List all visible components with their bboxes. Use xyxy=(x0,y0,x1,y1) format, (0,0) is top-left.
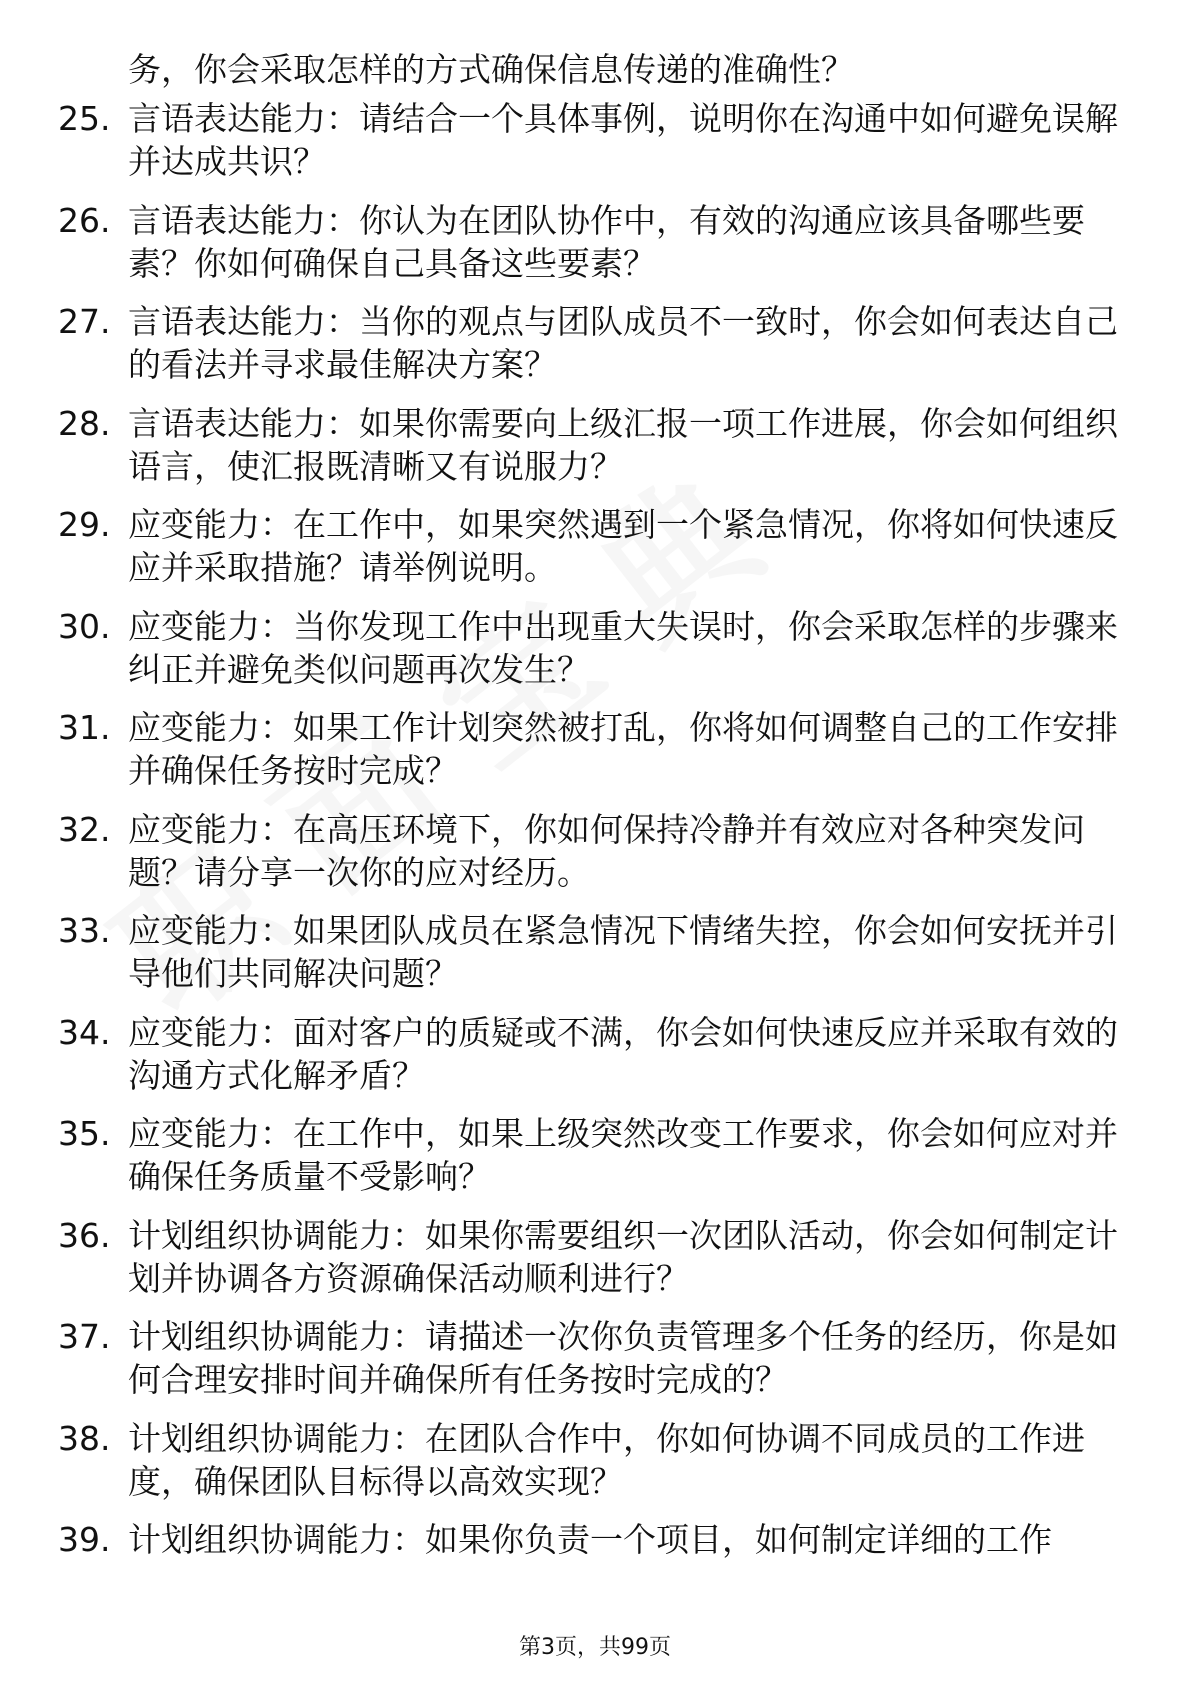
list-item xyxy=(58,300,1118,386)
item-number: 29. xyxy=(58,505,111,544)
list-item xyxy=(58,1112,1118,1198)
item-text: 应变能力：当你发现工作中出现重大失误时，你会采取怎样的步骤来纠正并避免类似问题再次发生？ xyxy=(128,606,1118,689)
item-text: 应变能力：面对客户的质疑或不满，你会如何快速反应并采取有效的沟通方式化解矛盾？ xyxy=(128,1012,1118,1095)
item-text: 言语表达能力：请结合一个具体事例，说明你在沟通中如何避免误解并达成共识？ xyxy=(128,99,1118,181)
list-item xyxy=(58,1518,1118,1561)
item-number: 28. xyxy=(58,403,111,443)
list-item xyxy=(58,199,1118,285)
list-item xyxy=(58,706,1118,792)
item-number: 27. xyxy=(58,302,111,341)
list-item xyxy=(58,1315,1118,1401)
list-item xyxy=(58,1011,1118,1097)
list-item xyxy=(58,402,1118,488)
item-text: 应变能力：在工作中，如果上级突然改变工作要求，你会如何应对并确保任务质量不受影响？ xyxy=(128,1114,1118,1196)
list-item xyxy=(58,503,1118,589)
item-text: 计划组织协调能力：请描述一次你负责管理多个任务的经历，你是如何合理安排时间并确保所有任务按时完成的？ xyxy=(128,1317,1118,1399)
item-number: 33. xyxy=(58,911,111,950)
item-text: 应变能力：如果工作计划突然被打乱，你将如何调整自己的工作安排并确保任务按时完成？ xyxy=(128,708,1118,790)
page-footer xyxy=(0,1634,1190,1662)
item-number: 36. xyxy=(58,1215,111,1255)
item-number: 39. xyxy=(58,1520,111,1559)
item-text: 言语表达能力：当你的观点与团队成员不一致时，你会如何表达自己的看法并寻求最佳解决方案？ xyxy=(128,302,1118,384)
list-item xyxy=(58,808,1118,894)
item-text: 应变能力：如果团队成员在紧急情况下情绪失控，你会如何安抚并引导他们共同解决问题？ xyxy=(128,911,1118,993)
item-text: 应变能力：在高压环境下，你如何保持冷静并有效应对各种突发问题？请分享一次你的应对经历。 xyxy=(128,809,1085,892)
item-number: 38. xyxy=(58,1418,111,1458)
item-text: 言语表达能力：你认为在团队协作中，有效的沟通应该具备哪些要素？你如何确保自己具备这些要素？ xyxy=(128,200,1085,283)
item-number: 31. xyxy=(58,708,111,747)
item-number: 25. xyxy=(58,99,111,138)
item-text: 言语表达能力：如果你需要向上级汇报一项工作进展，你会如何组织语言，使汇报既清晰又有说服力？ xyxy=(128,403,1118,486)
item-number: 34. xyxy=(58,1012,111,1052)
item-number: 35. xyxy=(58,1114,111,1153)
item-text: 应变能力：在工作中，如果突然遇到一个紧急情况，你将如何快速反应并采取措施？请举例说明。 xyxy=(128,505,1118,587)
page-number-label: 第3页，共99页 xyxy=(519,1635,671,1660)
item-text: 计划组织协调能力：如果你负责一个项目，如何制定详细的工作 xyxy=(128,1520,1052,1559)
item-number: 37. xyxy=(58,1317,111,1356)
continuation-line: 务，你会采取怎样的方式确保信息传递的准确性？ xyxy=(128,50,854,89)
item-text: 计划组织协调能力：在团队合作中，你如何协调不同成员的工作进度，确保团队目标得以高效实现？ xyxy=(128,1418,1085,1501)
item-text: 计划组织协调能力：如果你需要组织一次团队活动，你会如何制定计划并协调各方资源确保活动顺利进行？ xyxy=(128,1215,1118,1298)
item-number: 30. xyxy=(58,606,111,646)
item-number: 26. xyxy=(58,200,111,240)
list-item xyxy=(58,1214,1118,1300)
item-number: 32. xyxy=(58,809,111,849)
list-item xyxy=(58,97,1118,183)
list-item xyxy=(58,909,1118,995)
list-item xyxy=(58,605,1118,691)
question-list xyxy=(58,48,1118,1577)
list-item xyxy=(58,1417,1118,1503)
